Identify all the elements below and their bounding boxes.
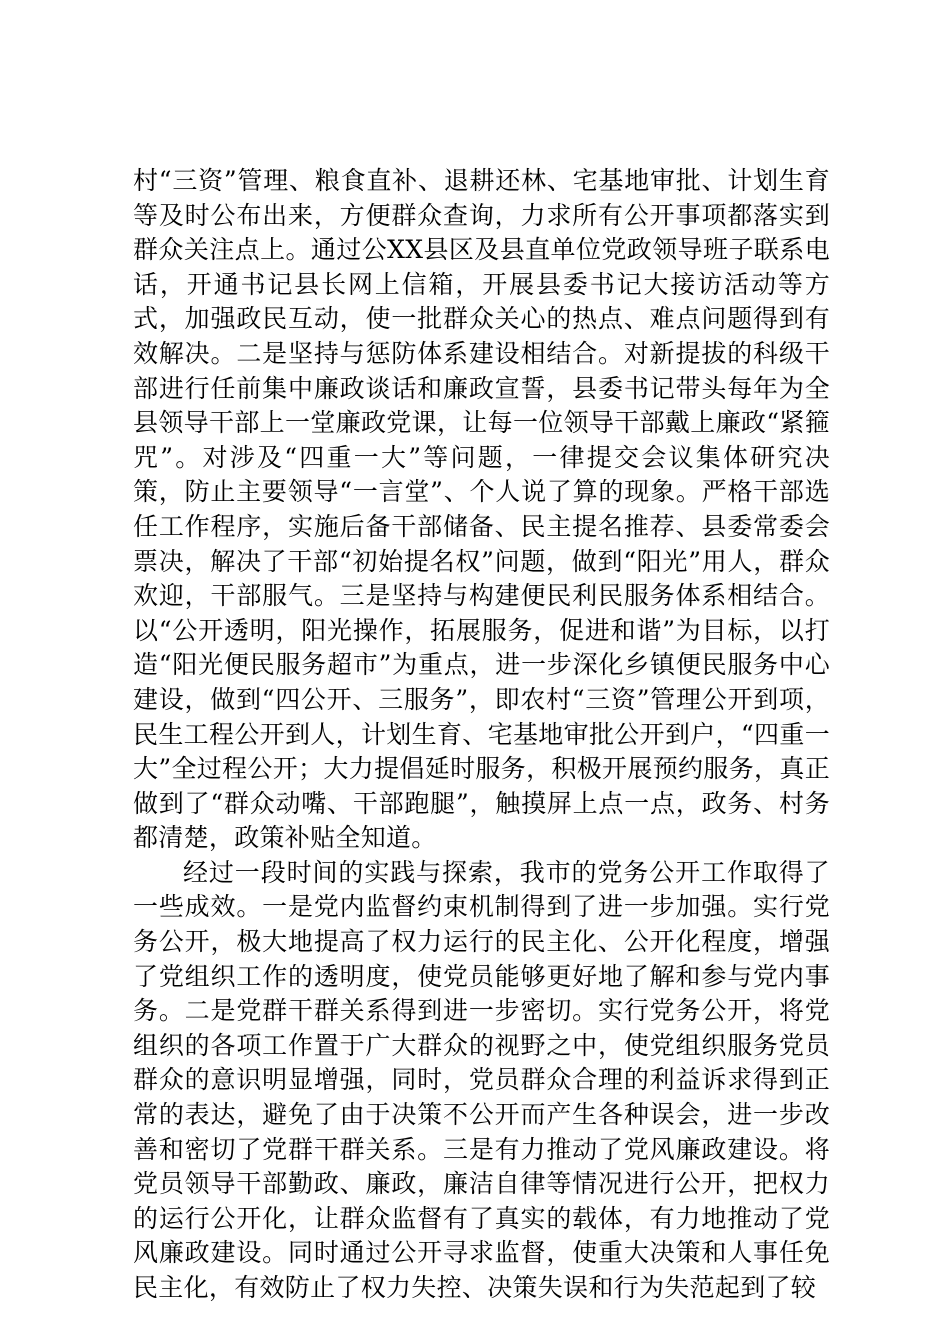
- paragraph-achievements: 经过一段时间的实践与探索，我市的党务公开工作取得了一些成效。一是党内监督约束机制得到了进一步加强。实行党务公开，极大地提高了权力运行的民主化、公开化程度，增强了党组织工作的透明度，使党员能够更好地了解和参与党内事务。二是党群干群关系得到进一步密切。实行党务公开，将党组织的各项工作置于广大群众的视野之中，使党组织服务党员群众的意识明显增强，同时，党员群众合理的利益诉求得到正常的表达，避免了由于决策不公开而产生各种误会，进一步改善和密切了党群干群关系。三是有力推动了党风廉政建设。将党员领导干部勤政、廉政，廉洁自律等情况进行公开，把权力的运行公开化，让群众监督有了真实的载体，有力地推动了党风廉政建设。同时通过公开寻求监督，使重大决策和人事任免民主化，有效防止了权力失控、决策失误和行为失范起到了较: [133, 857, 830, 1302]
- paragraph-continued: 村“三资”管理、粮食直补、退耕还林、宅基地审批、计划生育等及时公布出来，方便群众查询，力求所有公开事项都落实到群众关注点上。通过公XX县区及县直单位党政领导班子联系电话，开通书记县长网上信箱，开展县委书记大接访活动等方式，加强政民互动，使一批群众关心的热点、难点问题得到有效解决。二是坚持与惩防体系建设相结合。对新提拔的科级干部进行任前集中廉政谈话和廉政宣誓，县委书记带头每年为全县领导干部上一堂廉政党课，让每一位领导干部戴上廉政“紧箍咒”。对涉及“四重一大”等问题，一律提交会议集体研究决策，防止主要领导“一言堂”、个人说了算的现象。严格干部选任工作程序，实施后备干部储备、民主提名推荐、县委常委会票决，解决了干部“初始提名权”问题，做到“阳光”用人，群众欢迎，干部服气。三是坚持与构建便民利民服务体系相结合。以“公开透明，阳光操作，拓展服务，促进和谐”为目标，以打造“阳光便民服务超市”为重点，进一步深化乡镇便民服务中心建设，做到“四公开、三服务”，即农村“三资”管理公开到项，民生工程公开到人，计划生育、宅基地审批公开到户，“四重一大”全过程公开；大力提倡延时服务，积极开展预约服务，真正做到了“群众动嘴、干部跑腿”，触摸屏上点一点，政务、村务都清楚，政策补贴全知道。: [133, 166, 830, 853]
- body-text: [133, 164, 830, 1306]
